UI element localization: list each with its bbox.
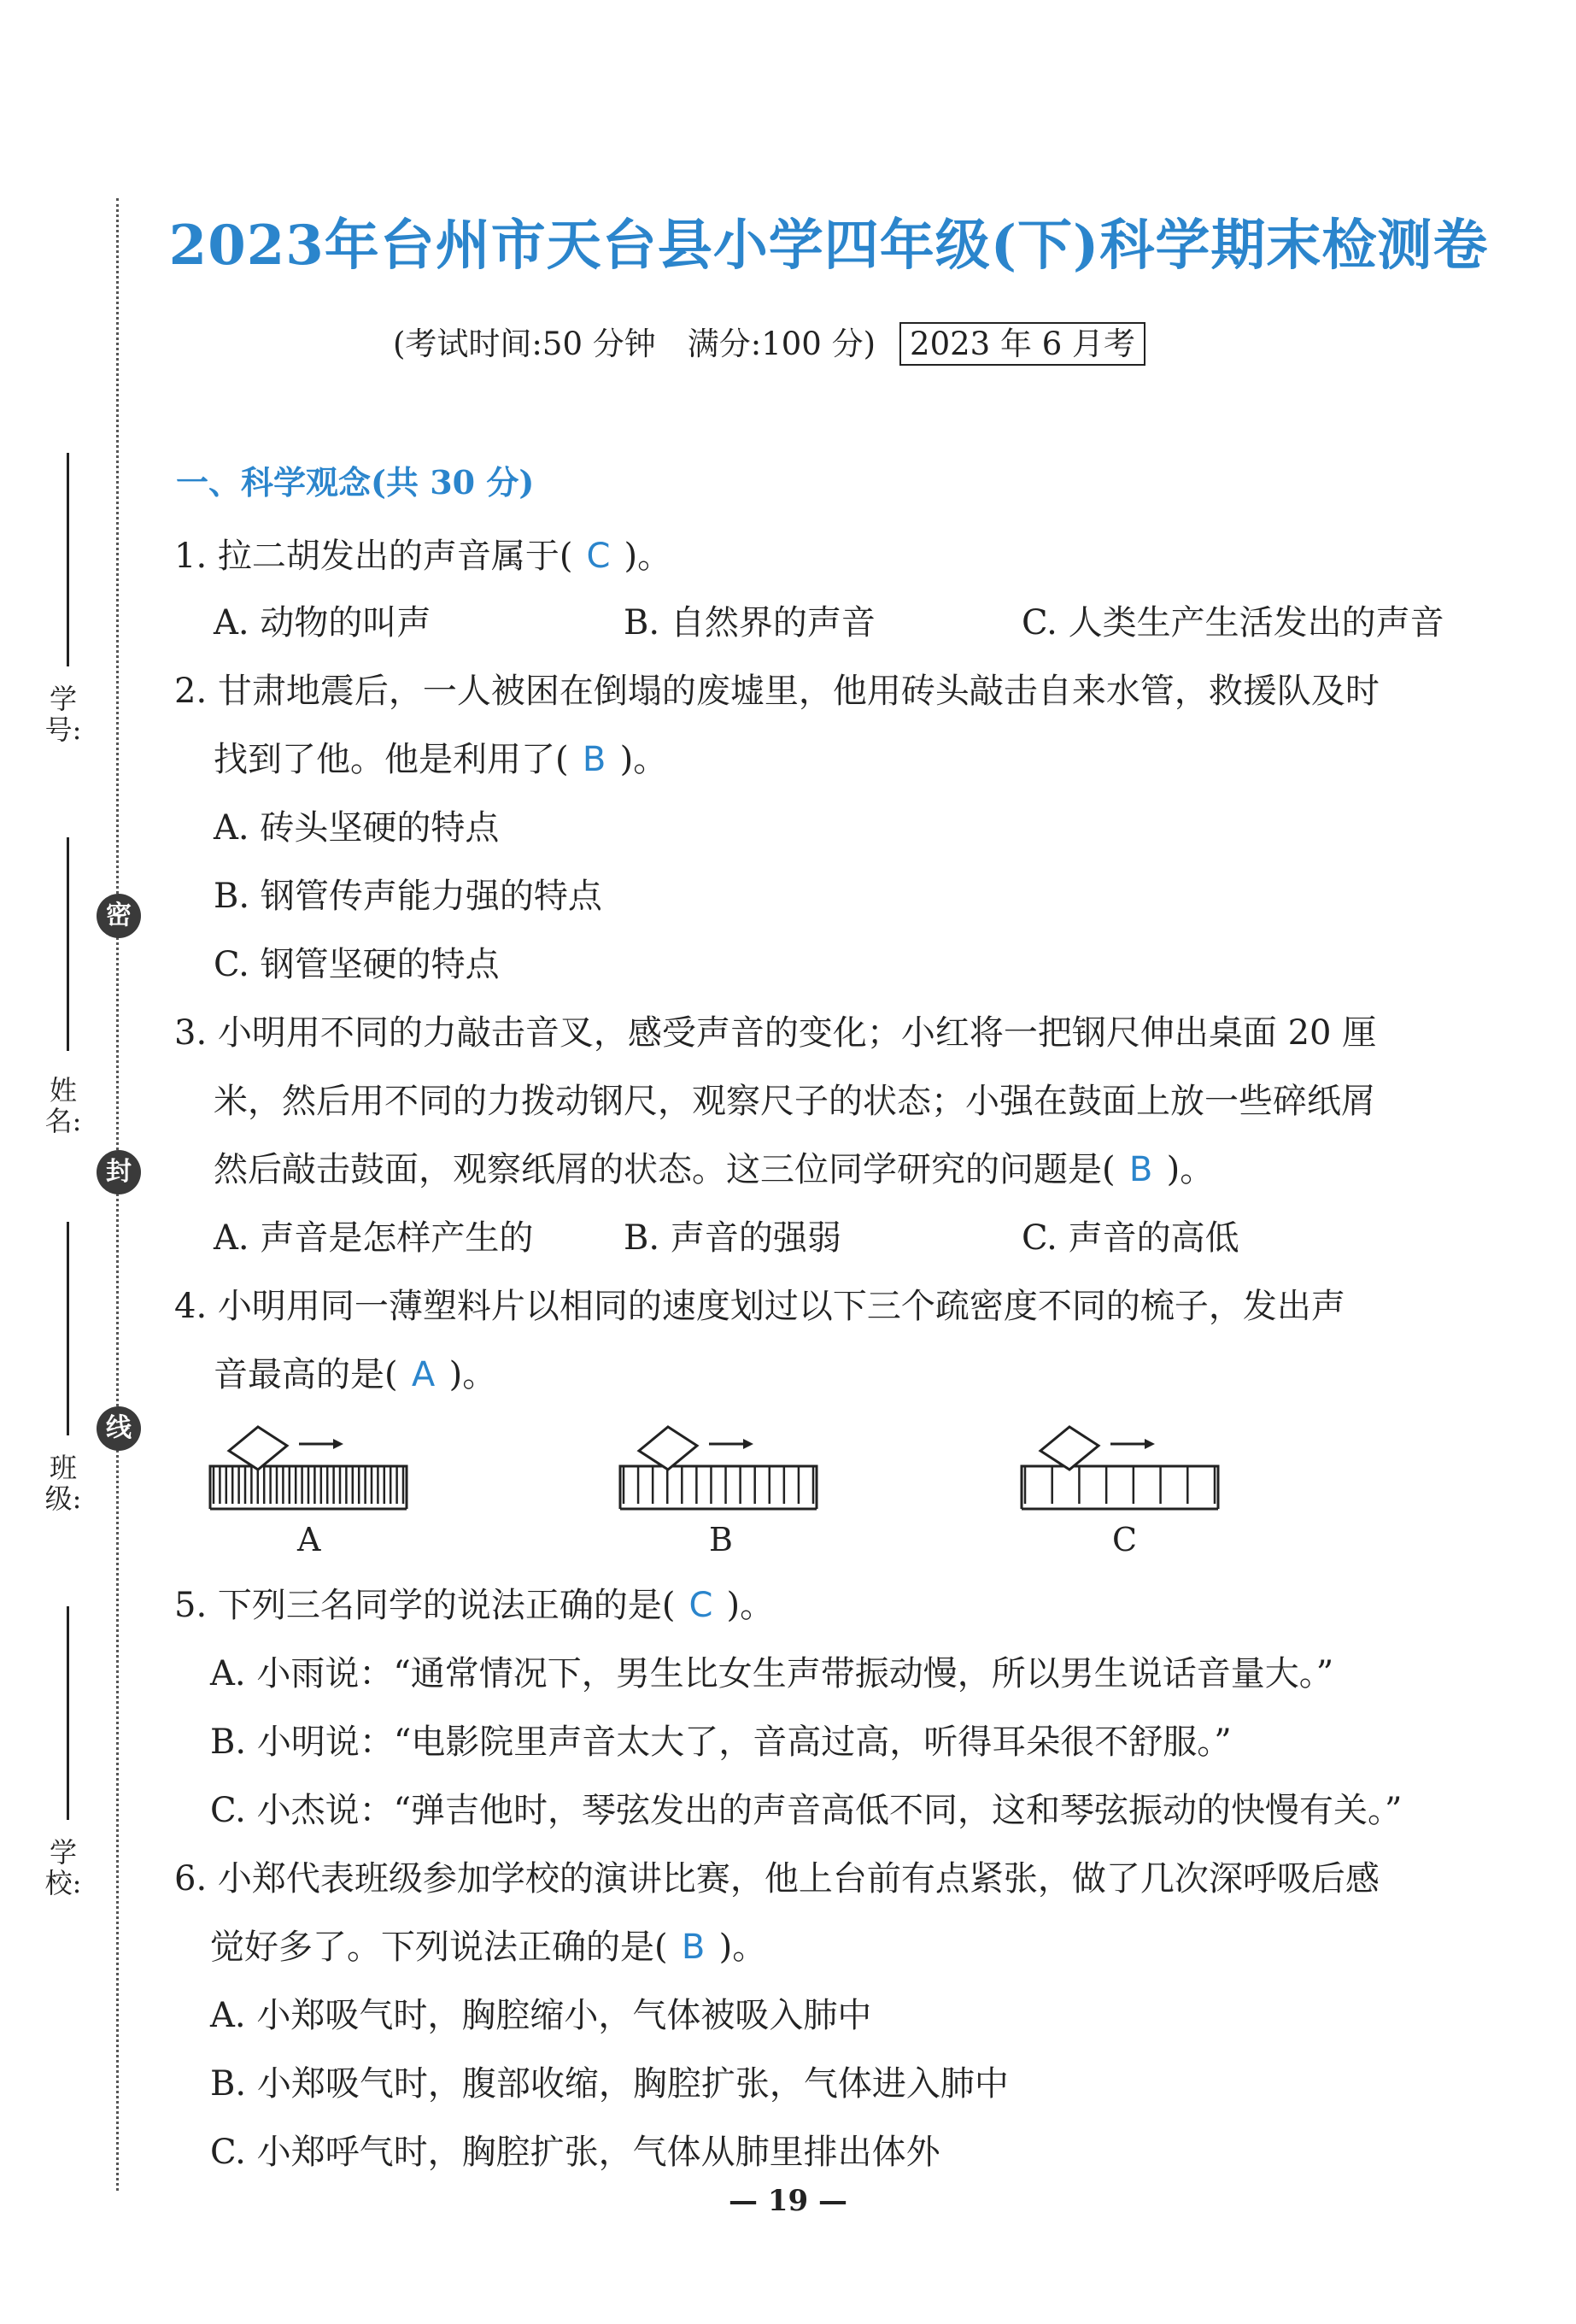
class-blank <box>67 1222 69 1435</box>
binding-dashed-line <box>116 198 119 2191</box>
answer-5: C <box>688 1586 713 1625</box>
exam-time-score: (考试时间:50 分钟 满分:100 分) <box>393 326 876 362</box>
name-label: 姓名: <box>44 1074 82 1137</box>
seal-xian-icon: 线 <box>97 1406 141 1451</box>
page-title: 2023年台州市天台县小学四年级(下)科学期末检测卷 <box>168 214 1489 278</box>
comb-c-diagram <box>1016 1418 1230 1521</box>
q2-option-b: B. 钢管传声能力强的特点 <box>214 877 602 916</box>
q3-option-b: B. 声音的强弱 <box>624 1218 841 1258</box>
question-4-stem-line2: 音最高的是( A )。 <box>214 1355 497 1394</box>
q2-option-c: C. 钢管坚硬的特点 <box>214 945 500 984</box>
q2-option-a: A. 砖头坚硬的特点 <box>214 808 500 848</box>
student-id-blank <box>67 453 69 666</box>
diagram-label-b: B <box>709 1521 733 1558</box>
name-blank <box>67 837 69 1051</box>
question-3-stem-line2: 米，然后用不同的力拨动钢尺，观察尺子的状态；小强在鼓面上放一些碎纸屑 <box>214 1082 1375 1121</box>
q1-option-a: A. 动物的叫声 <box>214 603 431 643</box>
question-2-stem-line1: 2. 甘肃地震后，一人被困在倒塌的废墟里，他用砖头敲击自来水管，救援队及时 <box>174 672 1380 711</box>
q5-option-a: A. 小雨说：“通常情况下，男生比女生声带振动慢，所以男生说话音量大。” <box>210 1654 1334 1693</box>
q1-option-b: B. 自然界的声音 <box>624 603 876 643</box>
student-id-label: 学号: <box>44 683 82 746</box>
diagram-label-c: C <box>1112 1521 1138 1558</box>
q6-option-b: B. 小郑吸气时，腹部收缩，胸腔扩张，气体进入肺中 <box>210 2064 1009 2104</box>
comb-b-diagram <box>615 1418 829 1521</box>
page-number: — 19 — <box>729 2184 847 2218</box>
question-4-stem-line1: 4. 小明用同一薄塑料片以相同的速度划过以下三个疏密度不同的梳子，发出声 <box>174 1287 1345 1326</box>
answer-4: A <box>411 1355 436 1394</box>
answer-3: B <box>1128 1150 1153 1189</box>
school-label: 学校: <box>44 1836 82 1899</box>
seal-feng-icon: 封 <box>97 1150 141 1194</box>
school-blank <box>67 1606 69 1820</box>
question-3-stem-line3: 然后敲击鼓面，观察纸屑的状态。这三位同学研究的问题是( B )。 <box>214 1150 1215 1189</box>
comb-a-diagram <box>205 1418 419 1521</box>
question-6-stem-line1: 6. 小郑代表班级参加学校的演讲比赛，他上台前有点紧张，做了几次深呼吸后感 <box>174 1859 1380 1899</box>
question-5-stem: 5. 下列三名同学的说法正确的是( C )。 <box>174 1586 775 1625</box>
class-label: 班级: <box>44 1452 82 1515</box>
diagram-label-a: A <box>297 1521 321 1558</box>
seal-mi-icon: 密 <box>97 894 141 938</box>
q6-option-c: C. 小郑呼气时，胸腔扩张，气体从肺里排出体外 <box>210 2133 940 2172</box>
answer-6: B <box>681 1928 706 1967</box>
answer-1: C <box>586 537 611 576</box>
q5-option-b: B. 小明说：“电影院里声音太大了，音高过高，听得耳朵很不舒服。” <box>210 1722 1232 1762</box>
question-2-stem-line2: 找到了他。他是利用了( B )。 <box>214 740 668 779</box>
q3-option-a: A. 声音是怎样产生的 <box>214 1218 534 1258</box>
q1-option-c: C. 人类生产生活发出的声音 <box>1022 603 1444 643</box>
exam-info <box>393 318 1145 364</box>
q5-option-c: C. 小杰说：“弹吉他时，琴弦发出的声音高低不同，这和琴弦振动的快慢有关。” <box>210 1791 1403 1830</box>
q6-option-a: A. 小郑吸气时，胸腔缩小，气体被吸入肺中 <box>210 1996 872 2035</box>
section-heading: 一、科学观念(共 30 分) <box>176 463 535 502</box>
question-1-stem: 1. 拉二胡发出的声音属于( C )。 <box>174 537 672 576</box>
question-3-stem-line1: 3. 小明用不同的力敲击音叉，感受声音的变化；小红将一把钢尺伸出桌面 20 厘 <box>174 1013 1377 1053</box>
answer-2: B <box>582 740 606 779</box>
exam-date-box: 2023 年 6 月考 <box>899 322 1145 366</box>
question-6-stem-line2: 觉好多了。下列说法正确的是( B )。 <box>210 1928 767 1967</box>
q3-option-c: C. 声音的高低 <box>1022 1218 1239 1258</box>
